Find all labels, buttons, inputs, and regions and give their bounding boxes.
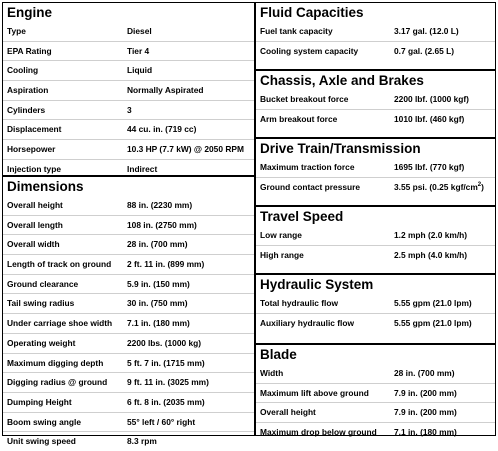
- spec-value-with-superscript: [394, 178, 484, 197]
- spec-label: Overall width: [7, 239, 60, 250]
- spec-label: Under carriage shoe width: [7, 318, 113, 329]
- spec-label: Aspiration: [7, 85, 49, 96]
- dimensions-heading: Dimensions: [7, 179, 84, 194]
- spec-value: 5.9 in. (150 mm): [127, 278, 190, 289]
- hydraulic-section: [256, 273, 495, 332]
- spec-label: Type: [7, 26, 26, 36]
- dimensions-row: [3, 254, 254, 274]
- spec-label: Maximum traction force: [260, 162, 355, 172]
- spec-value: 0.7 gal. (2.65 L): [394, 45, 455, 56]
- hydraulic-heading: Hydraulic System: [260, 277, 374, 292]
- spec-label: Maximum digging depth: [7, 357, 104, 368]
- spec-value: 5 ft. 7 in. (1715 mm): [127, 357, 205, 368]
- fluid-capacities-heading: Fluid Capacities: [260, 5, 364, 20]
- spec-label: Total hydraulic flow: [260, 298, 339, 308]
- spec-label: Unit swing speed: [7, 436, 76, 447]
- spec-label: Fuel tank capacity: [260, 26, 333, 36]
- superscript: 2: [477, 181, 482, 188]
- spec-label: Operating weight: [7, 337, 76, 348]
- blade-heading: Blade: [260, 347, 297, 362]
- spec-value: Normally Aspirated: [127, 85, 204, 96]
- spec-value: Indirect: [127, 163, 158, 174]
- spec-value: 2.5 mph (4.0 km/h): [394, 249, 468, 260]
- drive-train-heading: Drive Train/Transmission: [260, 141, 421, 156]
- spec-value: 7.1 in. (180 mm): [394, 427, 457, 438]
- spec-value: 88 in. (2230 mm): [127, 200, 193, 210]
- dimensions-row: [3, 274, 254, 294]
- spec-label: Boom swing angle: [7, 416, 81, 427]
- spec-value: 28 in. (700 mm): [127, 239, 188, 250]
- spec-label: Ground contact pressure: [260, 181, 361, 192]
- spec-value: 9 ft. 11 in. (3025 mm): [127, 377, 209, 388]
- drive-train-row: [256, 158, 495, 177]
- spec-value: Liquid: [127, 65, 153, 76]
- spec-label: Cylinders: [7, 104, 46, 115]
- spec-label: EPA Rating: [7, 45, 52, 56]
- engine-row: [3, 41, 254, 61]
- spec-value: 6 ft. 8 in. (2035 mm): [127, 396, 205, 407]
- hydraulic-row: [256, 313, 495, 333]
- spec-label: Digging radius @ ground: [7, 377, 108, 388]
- spec-label: Cooling: [7, 65, 39, 76]
- engine-section: [3, 3, 254, 179]
- engine-row: [3, 80, 254, 100]
- engine-heading: Engine: [7, 5, 53, 20]
- fluid-row: [256, 22, 495, 41]
- blade-row: [256, 422, 495, 442]
- hydraulic-row: [256, 294, 495, 313]
- dimensions-row: [3, 353, 254, 373]
- engine-row: [3, 119, 254, 139]
- spec-label: Width: [260, 368, 284, 378]
- drive-train-row: [256, 177, 495, 197]
- dimensions-row: [3, 333, 254, 353]
- dimensions-row: [3, 313, 254, 333]
- spec-value: Tier 4: [127, 45, 150, 56]
- spec-label: Injection type: [7, 163, 61, 174]
- dimensions-row: [3, 234, 254, 254]
- spec-label: Dumping Height: [7, 396, 72, 407]
- dimensions-row: [3, 293, 254, 313]
- blade-row: [256, 402, 495, 422]
- spec-label: Ground clearance: [7, 278, 79, 289]
- engine-row: [3, 139, 254, 159]
- spec-value: 3: [127, 104, 132, 115]
- dimensions-section: [3, 175, 254, 451]
- chassis-section: [256, 69, 495, 128]
- spec-label: Auxiliary hydraulic flow: [260, 317, 355, 328]
- spec-label: High range: [260, 249, 304, 260]
- travel-speed-section: [256, 205, 495, 264]
- spec-value: 8.3 rpm: [127, 436, 157, 447]
- spec-label: Arm breakout force: [260, 113, 338, 124]
- spec-value: 2200 lbf. (1000 kgf): [394, 94, 469, 104]
- travel-speed-row: [256, 226, 495, 245]
- right-column: [256, 3, 495, 438]
- spec-label: Maximum lift above ground: [260, 387, 369, 398]
- spec-value: 5.55 gpm (21.0 lpm): [394, 298, 472, 308]
- travel-speed-heading: Travel Speed: [260, 209, 344, 224]
- spec-value: 1010 lbf. (460 kgf): [394, 113, 465, 124]
- spec-label: Overall height: [7, 200, 63, 210]
- spec-value: 28 in. (700 mm): [394, 368, 455, 378]
- dimensions-row: [3, 431, 254, 451]
- spec-value: 1.2 mph (2.0 km/h): [394, 230, 468, 240]
- spec-label: Overall length: [7, 219, 63, 230]
- spec-value: 108 in. (2750 mm): [127, 219, 197, 230]
- spec-label: Maximum drop below ground: [260, 427, 377, 438]
- spec-value: 7.1 in. (180 mm): [127, 318, 190, 329]
- travel-speed-row: [256, 245, 495, 265]
- blade-section: [256, 343, 495, 442]
- spec-value: 3.17 gal. (12.0 L): [394, 26, 459, 36]
- blade-row: [256, 364, 495, 383]
- engine-row: [3, 22, 254, 41]
- dimensions-row: [3, 372, 254, 392]
- fluid-capacities-section: [256, 3, 495, 60]
- chassis-heading: Chassis, Axle and Brakes: [260, 73, 424, 88]
- left-column: [3, 3, 256, 447]
- spec-value: 7.9 in. (200 mm): [394, 387, 457, 398]
- blade-row: [256, 383, 495, 403]
- dimensions-row: [3, 392, 254, 412]
- spec-value: 44 cu. in. (719 cc): [127, 124, 197, 135]
- spec-label: Tail swing radius: [7, 298, 75, 309]
- dimensions-row: [3, 215, 254, 235]
- spec-value: 2 ft. 11 in. (899 mm): [127, 259, 205, 270]
- fluid-row: [256, 41, 495, 61]
- chassis-row: [256, 90, 495, 109]
- spec-label: Low range: [260, 230, 302, 240]
- spec-value: 2200 lbs. (1000 kg): [127, 337, 202, 348]
- spec-label: Displacement: [7, 124, 62, 135]
- drive-train-section: [256, 137, 495, 196]
- spec-label: Horsepower: [7, 144, 56, 155]
- spec-label: Bucket breakout force: [260, 94, 349, 104]
- spec-value: 7.9 in. (200 mm): [394, 407, 457, 418]
- spec-value: 5.55 gpm (21.0 lpm): [394, 317, 472, 328]
- spec-label: Overall height: [260, 407, 316, 418]
- spec-label: Length of track on ground: [7, 259, 112, 270]
- dimensions-row: [3, 196, 254, 215]
- chassis-row: [256, 109, 495, 129]
- spec-value: Diesel: [127, 26, 152, 36]
- spec-value: 1695 lbf. (770 kgf): [394, 162, 465, 172]
- spec-value-tail: ): [481, 181, 484, 192]
- spec-sheet: [2, 2, 496, 447]
- engine-row: [3, 60, 254, 80]
- spec-value: 30 in. (750 mm): [127, 298, 188, 309]
- spec-label: Cooling system capacity: [260, 45, 359, 56]
- spec-value: 10.3 HP (7.7 kW) @ 2050 RPM: [127, 144, 244, 155]
- spec-value: 3.55 psi. (0.25 kgf/cm: [394, 181, 478, 192]
- spec-value: 55° left / 60° right: [127, 416, 196, 427]
- dimensions-row: [3, 412, 254, 432]
- engine-row: [3, 100, 254, 120]
